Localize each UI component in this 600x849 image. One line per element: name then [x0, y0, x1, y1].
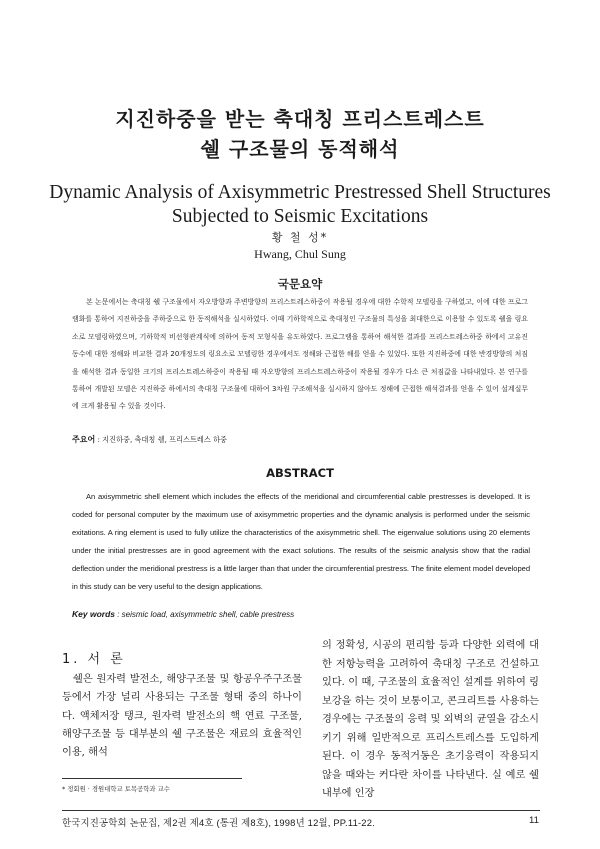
- keywords-ko: [72, 434, 528, 446]
- footnote-divider: [62, 778, 242, 779]
- abstract-en-heading: ABSTRACT: [266, 466, 334, 480]
- title-ko-line-2: 쉘 구조물의 동적해석: [200, 137, 400, 161]
- footer-divider: [62, 810, 540, 811]
- author-affiliation-footnote: * 정회원 · 경원대학교 토목공학과 교수: [62, 785, 170, 793]
- journal-citation: 한국지진공학회 논문집, 제2권 제4호 (통권 제8호), 1998년 12월, PP.11-22.: [62, 817, 375, 828]
- keywords-en: [72, 609, 528, 619]
- page-number: 11: [529, 815, 539, 826]
- author-name-ko: 황 철 성*: [271, 231, 329, 244]
- intro-heading: 1. 서 론: [62, 652, 126, 667]
- intro-right-column: 의 정확성, 시공의 편리함 등과 다양한 외력에 대한 저항능력을 고려하여 축대칭 구조로 건설하고 있다. 이 때, 구조물의 효율적인 설계를 위하여 링보강을 하는 것이 보통이고, 콘크리트를 사용하는 경우에는 구조물의 응력 및 외벽의 균열을 감소시키기 위해 일반적으로 프리스트레스를 도입하게 된다. 이 경우 동적거동은 초기응력이 작용되지 않을 때와는 커다란 차이를 나타낸다. 실 예로 쉘내부에 인장: [322, 640, 539, 799]
- keywords-en-list: : seismic load, axisymmetric shell, cable prestress: [115, 610, 295, 619]
- title-en-line-1: Dynamic Analysis of Axisymmetric Prestressed Shell Structures: [49, 182, 551, 203]
- abstract-ko-text: 본 논문에서는 축대칭 쉘 구조물에서 자오방향과 주변방향의 프리스트레스하중이 작용될 경우에 대한 수학적 모델링을 구하였고, 이에 대한 프로그램화를 통하여 지진하중을 주하중으로 한 동적해석을 실시하였다. 이때 기하학적으로 축대칭인 구조물의 특성을 최대한으로 이용할 수 있도록 쉘을 링요소로 모델링하였으며, 기하학적 비선형관계식에 의하여 동적 모형식을 유도하였다. 프로그램을 통하여 해석한 결과를 프리스트레스하중 하에서 고유진동수에 대한 정해와 비교한 결과 20개정도의 링요소로 모델링한 경우에서도 정해와 근접한 해를 얻을 수 있었다. 또한 지진하중에 대한 반경방향의 처짐을 해석한 결과 동일한 크기의 프리스트레스하중이 작용될 때 자오방향의 프리스트레스하중이 작용될 경우가 다소 큰 처짐값을 나타내었다. 본 연구를 통하여 개발된 모델은 지진하중 하에서의 축대칭 구조물에 대하여 3차원 구조해석을 실시하지 않아도 정해에 근접한 해석결과를 얻을 수 있어 설계실무에 크게 활용될 수 있을 것이다.: [72, 298, 528, 411]
- title-en-line-2: Subjected to Seismic Excitations: [171, 206, 429, 227]
- abstract-ko-heading: 국문요약: [277, 277, 323, 291]
- keywords-en-label: Key words: [72, 609, 115, 619]
- intro-left-column: 쉘은 원자력 발전소, 해양구조물 및 항공우주구조물 등에서 가장 널리 사용되는 구조물 형태 중의 하나이다. 액체저장 탱크, 원자력 발전소의 핵 연료 구조물, 해양구조물 등 대부분의 쉘 구조물은 재료의 효율적인 이용, 해석: [62, 674, 302, 759]
- keywords-ko-label: 주요어: [72, 435, 96, 444]
- author-name-en: Hwang, Chul Sung: [254, 247, 346, 261]
- keywords-ko-list: : 지진하중, 축대칭 쉘, 프리스트레스 하중: [95, 435, 227, 444]
- abstract-en-text: An axisymmetric shell element which includes the effects of the meridional and circumferential cable prestresses is developed. It is coded for personal computer by the maximum use of axisymmetric properties and the dynamic analysis is performed under the seismic exitations. A ring element is used to fully utilize the characteristics of the axisymmetric shell. The eigenvalue solutions using 20 elements under the initial prestresses are in good agreement with the exact solutions. The results of the seismic analysis show that the radial deflection under the meridional prestress is a little larger than that under the circumferential prestress. The finite element model developed in this study can be very useful to the design applications.: [72, 492, 530, 592]
- title-ko-line-1: 지진하중을 받는 축대칭 프리스트레스트: [115, 107, 485, 131]
